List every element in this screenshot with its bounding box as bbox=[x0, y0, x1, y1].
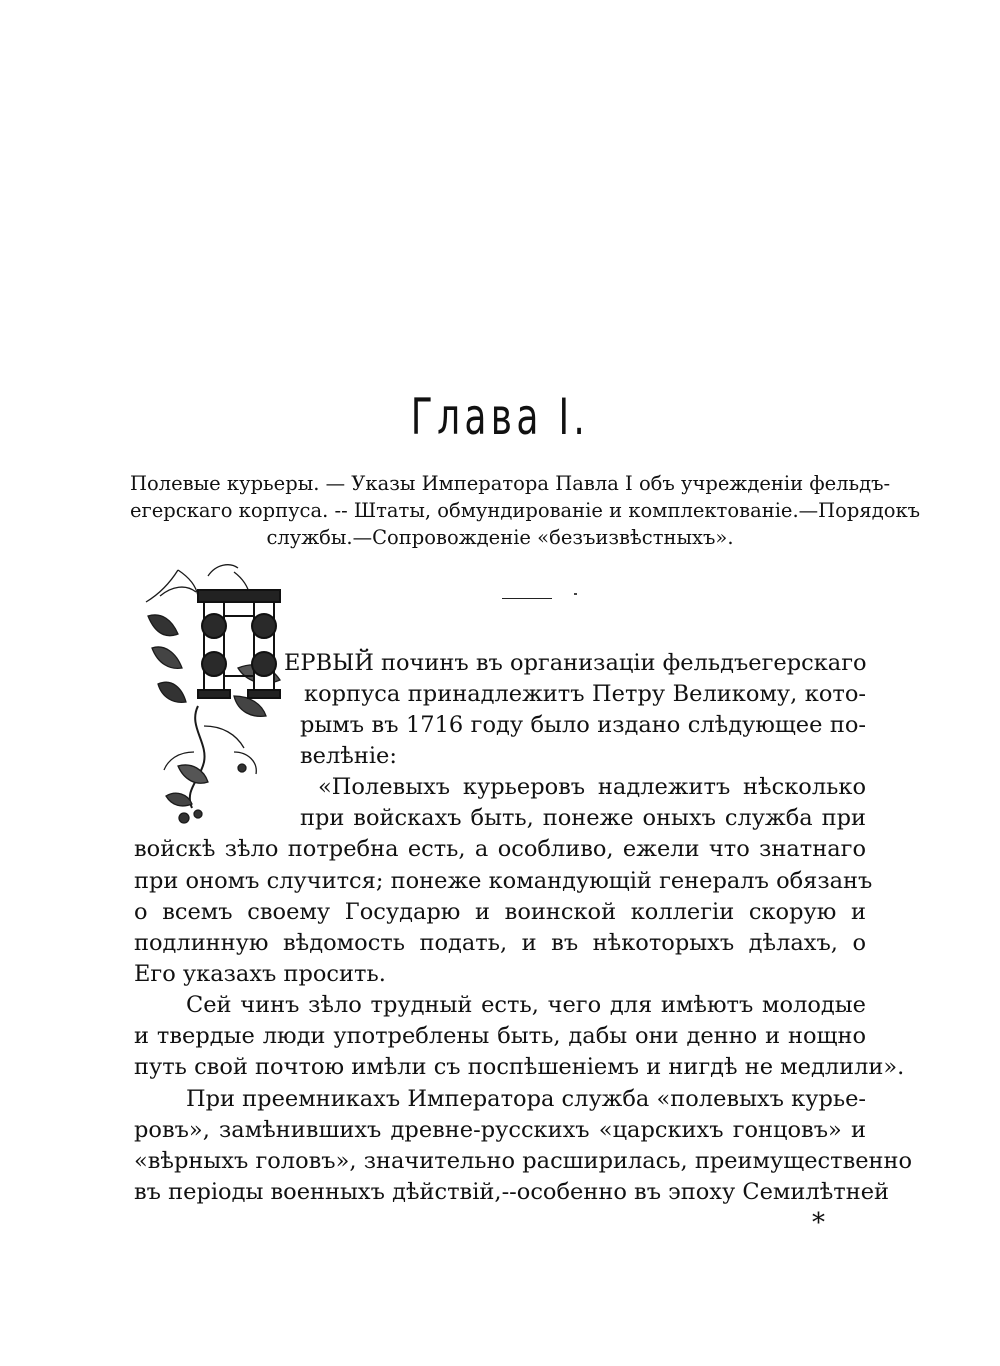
chapter-summary bbox=[130, 470, 921, 551]
body-line: рымъ въ 1716 году было издано слѣдующее по- bbox=[300, 712, 866, 738]
body-line: при ономъ случится; понеже командующій генералъ обязанъ bbox=[134, 868, 873, 894]
ornamental-drop-cap-icon bbox=[138, 556, 288, 826]
body-line: ровъ», замѣнившихъ древне-русскихъ «царскихъ гонцовъ» и bbox=[134, 1117, 866, 1143]
body-line: «вѣрныхъ головъ», значительно расширилась, преимущественно bbox=[134, 1148, 913, 1174]
body-line: въ періоды военныхъ дѣйствій,--особенно въ эпоху Семилѣтней bbox=[134, 1179, 890, 1205]
chapter-title: Глава I. bbox=[410, 388, 590, 446]
body-line: ЕРВЫЙ починъ въ организаціи фельдъегерскаго bbox=[284, 650, 867, 676]
body-line: «Полевыхъ курьеровъ надлежитъ нѣсколько bbox=[318, 774, 866, 800]
body-line: корпуса принадлежитъ Петру Великому, кото- bbox=[304, 681, 866, 707]
body-line: войскѣ зѣло потребна есть, а особливо, ежели что знатнаго bbox=[134, 836, 866, 862]
body-line: путь свой почтою имѣли съ поспѣшеніемъ и нигдѣ не медлили». bbox=[134, 1054, 905, 1080]
body-line: подлинную вѣдомость подать, и въ нѣкоторыхъ дѣлахъ, о bbox=[134, 930, 866, 956]
summary-line: службы.—Сопровожденіе «безъизвѣстныхъ». bbox=[266, 526, 734, 549]
body-line: о всемъ своему Государю и воинской коллегіи скорую и bbox=[134, 899, 866, 925]
body-line: Его указахъ просить. bbox=[134, 961, 386, 987]
summary-line: егерскаго корпуса. -- Штаты, обмундированіе и комплектованіе.—Порядокъ bbox=[130, 499, 921, 522]
body-line: велѣніе: bbox=[300, 743, 397, 769]
body-line: при войскахъ быть, понеже оныхъ служба при bbox=[300, 805, 866, 831]
signature-mark: * bbox=[812, 1208, 825, 1238]
section-divider bbox=[502, 598, 552, 599]
body-line: и твердые люди употреблены быть, дабы они денно и нощно bbox=[134, 1023, 866, 1049]
summary-line: Полевые курьеры. — Указы Императора Павла I объ учрежденіи фельдъ- bbox=[130, 472, 891, 495]
body-line: Сей чинъ зѣло трудный есть, чего для имѣютъ молодые bbox=[186, 992, 866, 1018]
divider-dot bbox=[574, 593, 577, 595]
body-line: При преемникахъ Императора служба «полевыхъ курье- bbox=[186, 1086, 867, 1112]
